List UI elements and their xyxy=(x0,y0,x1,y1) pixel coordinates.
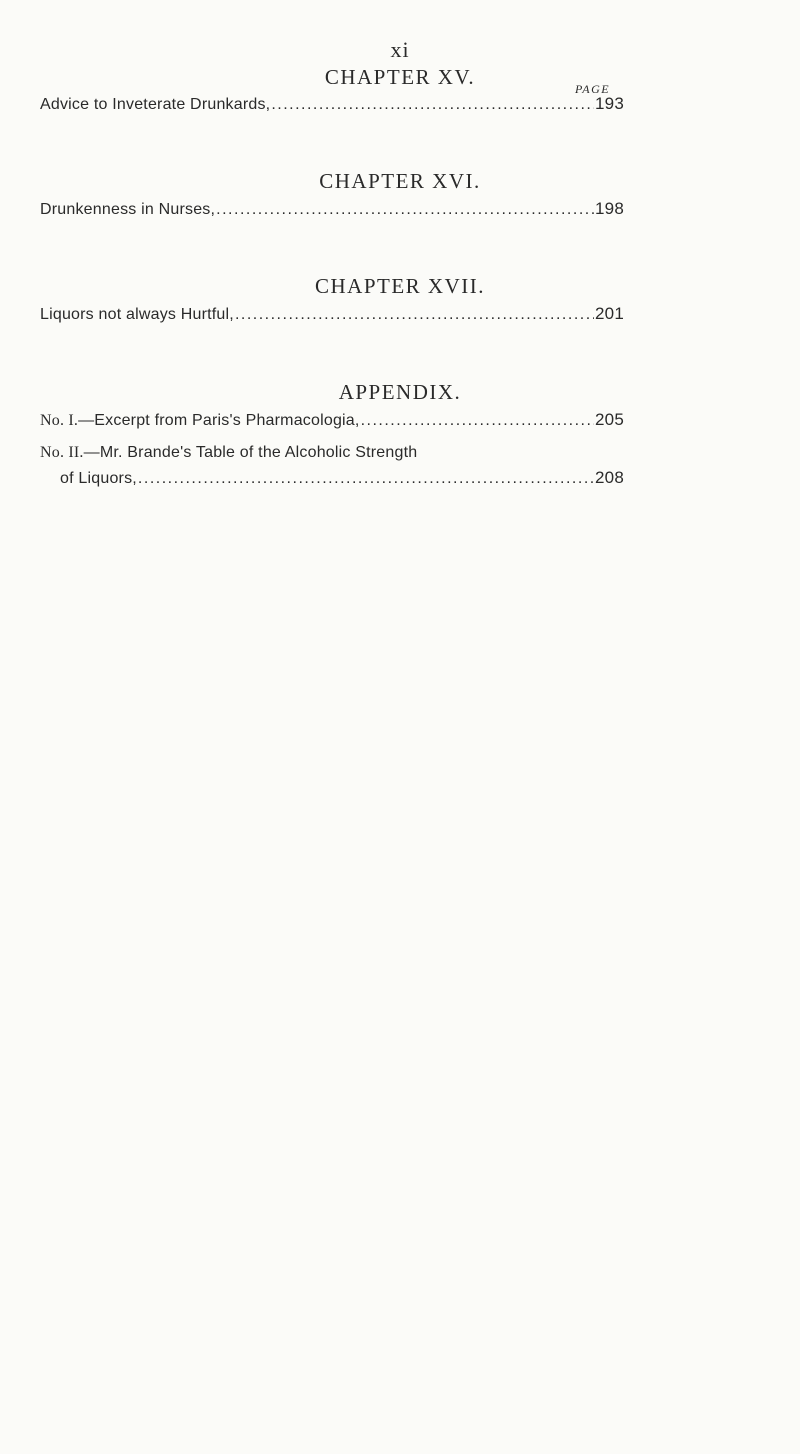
dot-leader xyxy=(361,412,594,430)
toc-entry xyxy=(40,304,624,324)
toc-entry xyxy=(40,199,624,219)
entry-title: Liquors not always Hurtful, xyxy=(40,306,234,323)
page-number: xi xyxy=(390,37,410,62)
toc-entry xyxy=(40,410,624,430)
page-column-label: PAGE xyxy=(575,82,611,96)
dot-leader xyxy=(235,306,594,324)
entry-title-text: —Excerpt from Paris's Pharmacologia, xyxy=(78,412,360,429)
chapter-xv-heading: CHAPTER XV. xyxy=(324,65,476,89)
toc-entry-first-line xyxy=(40,444,417,462)
entry-title xyxy=(40,412,360,430)
entry-title: Drunkenness in Nurses, xyxy=(40,201,216,218)
dot-leader xyxy=(271,96,594,114)
entry-page: 193 xyxy=(595,94,624,113)
chapter-xvii-heading: CHAPTER XVII. xyxy=(315,274,485,298)
entry-number: No. I. xyxy=(40,412,79,429)
chapter-xvi-heading: CHAPTER XVI. xyxy=(319,169,481,193)
entry-title: Advice to Inveterate Drunkards, xyxy=(40,96,271,113)
entry-page: 208 xyxy=(595,468,624,487)
dot-leader xyxy=(138,470,594,488)
entry-page: 205 xyxy=(595,410,624,429)
dot-leader xyxy=(216,201,594,219)
toc-entry xyxy=(60,468,624,488)
appendix-heading: APPENDIX. xyxy=(338,380,462,404)
entry-title-text: —Mr. Brande's Table of the Alcoholic Strength xyxy=(83,444,418,461)
entry-page: 201 xyxy=(595,304,624,323)
entry-title-continuation: of Liquors, xyxy=(60,470,137,487)
toc-entry xyxy=(40,94,624,114)
entry-number: No. II. xyxy=(40,444,84,461)
entry-page: 198 xyxy=(595,199,624,218)
